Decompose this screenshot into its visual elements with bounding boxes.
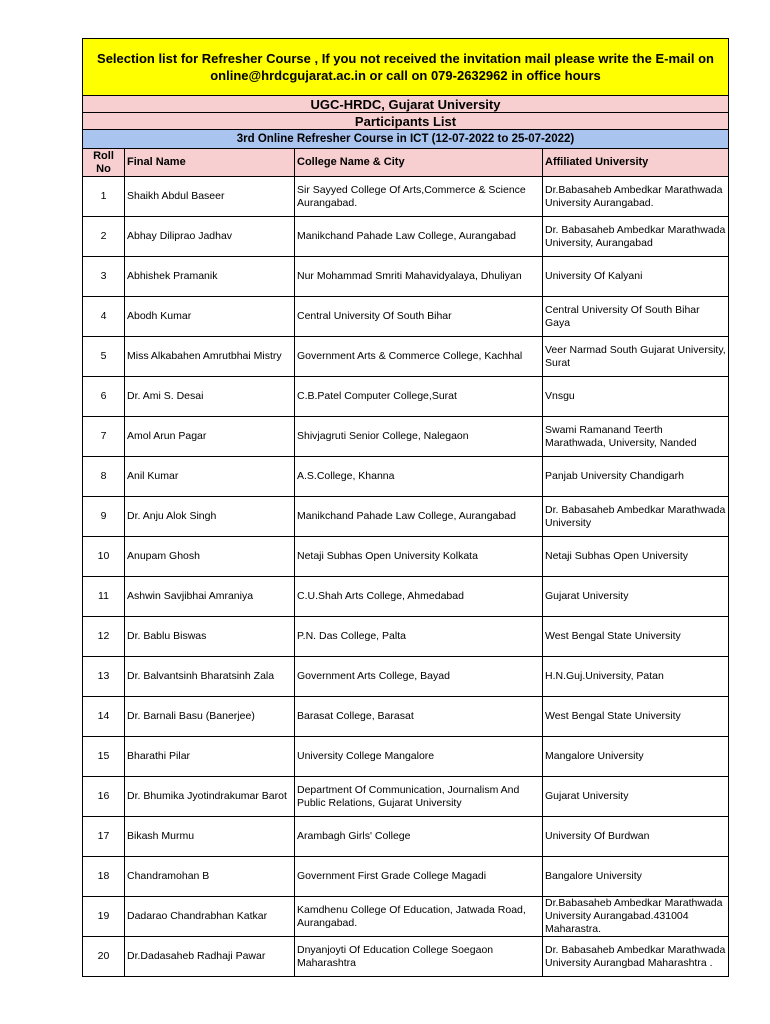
header-name: Final Name bbox=[125, 149, 295, 177]
course-title: 3rd Online Refresher Course in ICT (12-07-2022 to 25-07-2022) bbox=[83, 130, 729, 149]
roll-cell: 1 bbox=[83, 177, 125, 217]
roll-cell: 16 bbox=[83, 777, 125, 817]
college-cell: Shivjagruti Senior College, Nalegaon bbox=[295, 417, 543, 457]
table-row bbox=[83, 417, 729, 457]
college-cell: Department Of Communication, Journalism And Public Relations, Gujarat University bbox=[295, 777, 543, 817]
roll-cell: 11 bbox=[83, 577, 125, 617]
university-cell: West Bengal State University bbox=[543, 697, 729, 737]
university-cell: Dr. Babasaheb Ambedkar Marathwada University bbox=[543, 497, 729, 537]
university-cell: University Of Kalyani bbox=[543, 257, 729, 297]
college-cell: Government First Grade College Magadi bbox=[295, 857, 543, 897]
table-row bbox=[83, 897, 729, 937]
college-cell: University College Mangalore bbox=[295, 737, 543, 777]
roll-cell: 2 bbox=[83, 217, 125, 257]
university-cell: Panjab University Chandigarh bbox=[543, 457, 729, 497]
university-cell: Dr. Babasaheb Ambedkar Marathwada University, Aurangabad bbox=[543, 217, 729, 257]
roll-cell: 19 bbox=[83, 897, 125, 937]
table-row bbox=[83, 857, 729, 897]
name-cell: Anil Kumar bbox=[125, 457, 295, 497]
college-cell: Dnyanjoyti Of Education College Soegaon Maharashtra bbox=[295, 937, 543, 977]
college-cell: Barasat College, Barasat bbox=[295, 697, 543, 737]
university-cell: West Bengal State University bbox=[543, 617, 729, 657]
name-cell: Miss Alkabahen Amrutbhai Mistry bbox=[125, 337, 295, 377]
name-cell: Bharathi Pilar bbox=[125, 737, 295, 777]
college-cell: A.S.College, Khanna bbox=[295, 457, 543, 497]
header-roll: Roll No bbox=[83, 149, 125, 177]
name-cell: Dr.Dadasaheb Radhaji Pawar bbox=[125, 937, 295, 977]
roll-cell: 17 bbox=[83, 817, 125, 857]
roll-cell: 12 bbox=[83, 617, 125, 657]
roll-cell: 7 bbox=[83, 417, 125, 457]
college-cell: Manikchand Pahade Law College, Aurangabad bbox=[295, 217, 543, 257]
roll-cell: 13 bbox=[83, 657, 125, 697]
name-cell: Dr. Barnali Basu (Banerjee) bbox=[125, 697, 295, 737]
university-cell: Gujarat University bbox=[543, 577, 729, 617]
roll-cell: 14 bbox=[83, 697, 125, 737]
table-row bbox=[83, 817, 729, 857]
roll-cell: 6 bbox=[83, 377, 125, 417]
name-cell: Chandramohan B bbox=[125, 857, 295, 897]
name-cell: Dr. Balvantsinh Bharatsinh Zala bbox=[125, 657, 295, 697]
table-row bbox=[83, 217, 729, 257]
college-cell: Sir Sayyed College Of Arts,Commerce & Science Aurangabad. bbox=[295, 177, 543, 217]
table-row bbox=[83, 297, 729, 337]
university-cell: Dr.Babasaheb Ambedkar Marathwada University Aurangabad. bbox=[543, 177, 729, 217]
college-cell: Arambagh Girls' College bbox=[295, 817, 543, 857]
table-row bbox=[83, 257, 729, 297]
table-row bbox=[83, 777, 729, 817]
name-cell: Dr. Ami S. Desai bbox=[125, 377, 295, 417]
university-cell: H.N.Guj.University, Patan bbox=[543, 657, 729, 697]
table-row bbox=[83, 537, 729, 577]
roll-cell: 20 bbox=[83, 937, 125, 977]
university-cell: Central University Of South Bihar Gaya bbox=[543, 297, 729, 337]
notice-row bbox=[83, 39, 729, 96]
org-row bbox=[83, 96, 729, 113]
name-cell: Shaikh Abdul Baseer bbox=[125, 177, 295, 217]
header-university: Affiliated University bbox=[543, 149, 729, 177]
table-row bbox=[83, 737, 729, 777]
university-cell: University Of Burdwan bbox=[543, 817, 729, 857]
name-cell: Abodh Kumar bbox=[125, 297, 295, 337]
table-row bbox=[83, 937, 729, 977]
table-row bbox=[83, 377, 729, 417]
roll-cell: 3 bbox=[83, 257, 125, 297]
roll-cell: 15 bbox=[83, 737, 125, 777]
university-cell: Vnsgu bbox=[543, 377, 729, 417]
list-title-row bbox=[83, 113, 729, 130]
university-cell: Swami Ramanand Teerth Marathwada, University, Nanded bbox=[543, 417, 729, 457]
roll-cell: 18 bbox=[83, 857, 125, 897]
roll-cell: 10 bbox=[83, 537, 125, 577]
table-row bbox=[83, 337, 729, 377]
college-cell: C.B.Patel Computer College,Surat bbox=[295, 377, 543, 417]
university-cell: Gujarat University bbox=[543, 777, 729, 817]
college-cell: Government Arts & Commerce College, Kachhal bbox=[295, 337, 543, 377]
table-row bbox=[83, 697, 729, 737]
college-cell: Government Arts College, Bayad bbox=[295, 657, 543, 697]
college-cell: P.N. Das College, Palta bbox=[295, 617, 543, 657]
course-row bbox=[83, 130, 729, 149]
header-row bbox=[83, 149, 729, 177]
university-cell: Dr.Babasaheb Ambedkar Marathwada University Aurangabad.431004 Maharastra. bbox=[543, 897, 729, 937]
table-row bbox=[83, 457, 729, 497]
name-cell: Anupam Ghosh bbox=[125, 537, 295, 577]
org-title: UGC-HRDC, Gujarat University bbox=[83, 96, 729, 113]
college-cell: Manikchand Pahade Law College, Aurangabad bbox=[295, 497, 543, 537]
name-cell: Dadarao Chandrabhan Katkar bbox=[125, 897, 295, 937]
name-cell: Dr. Bhumika Jyotindrakumar Barot bbox=[125, 777, 295, 817]
roll-cell: 5 bbox=[83, 337, 125, 377]
notice-text: Selection list for Refresher Course , If you not received the invitation mail please write the E-mail on online@hrdcgujarat.ac.in or call on 079-2632962 in office hours bbox=[83, 39, 729, 96]
university-cell: Veer Narmad South Gujarat University, Surat bbox=[543, 337, 729, 377]
university-cell: Netaji Subhas Open University bbox=[543, 537, 729, 577]
table-row bbox=[83, 577, 729, 617]
university-cell: Dr. Babasaheb Ambedkar Marathwada University Aurangbad Maharashtra . bbox=[543, 937, 729, 977]
name-cell: Amol Arun Pagar bbox=[125, 417, 295, 457]
table-row bbox=[83, 177, 729, 217]
name-cell: Dr. Anju Alok Singh bbox=[125, 497, 295, 537]
roll-cell: 9 bbox=[83, 497, 125, 537]
university-cell: Bangalore University bbox=[543, 857, 729, 897]
name-cell: Abhishek Pramanik bbox=[125, 257, 295, 297]
college-cell: Central University Of South Bihar bbox=[295, 297, 543, 337]
list-title: Participants List bbox=[83, 113, 729, 130]
college-cell: Kamdhenu College Of Education, Jatwada Road, Aurangabad. bbox=[295, 897, 543, 937]
roll-cell: 8 bbox=[83, 457, 125, 497]
name-cell: Abhay Diliprao Jadhav bbox=[125, 217, 295, 257]
table-row bbox=[83, 497, 729, 537]
name-cell: Ashwin Savjibhai Amraniya bbox=[125, 577, 295, 617]
table-row bbox=[83, 617, 729, 657]
college-cell: Nur Mohammad Smriti Mahavidyalaya, Dhuliyan bbox=[295, 257, 543, 297]
name-cell: Dr. Bablu Biswas bbox=[125, 617, 295, 657]
participants-sheet bbox=[82, 38, 728, 977]
name-cell: Bikash Murmu bbox=[125, 817, 295, 857]
college-cell: Netaji Subhas Open University Kolkata bbox=[295, 537, 543, 577]
roll-cell: 4 bbox=[83, 297, 125, 337]
header-college: College Name & City bbox=[295, 149, 543, 177]
college-cell: C.U.Shah Arts College, Ahmedabad bbox=[295, 577, 543, 617]
university-cell: Mangalore University bbox=[543, 737, 729, 777]
participants-table bbox=[82, 38, 729, 977]
table-row bbox=[83, 657, 729, 697]
